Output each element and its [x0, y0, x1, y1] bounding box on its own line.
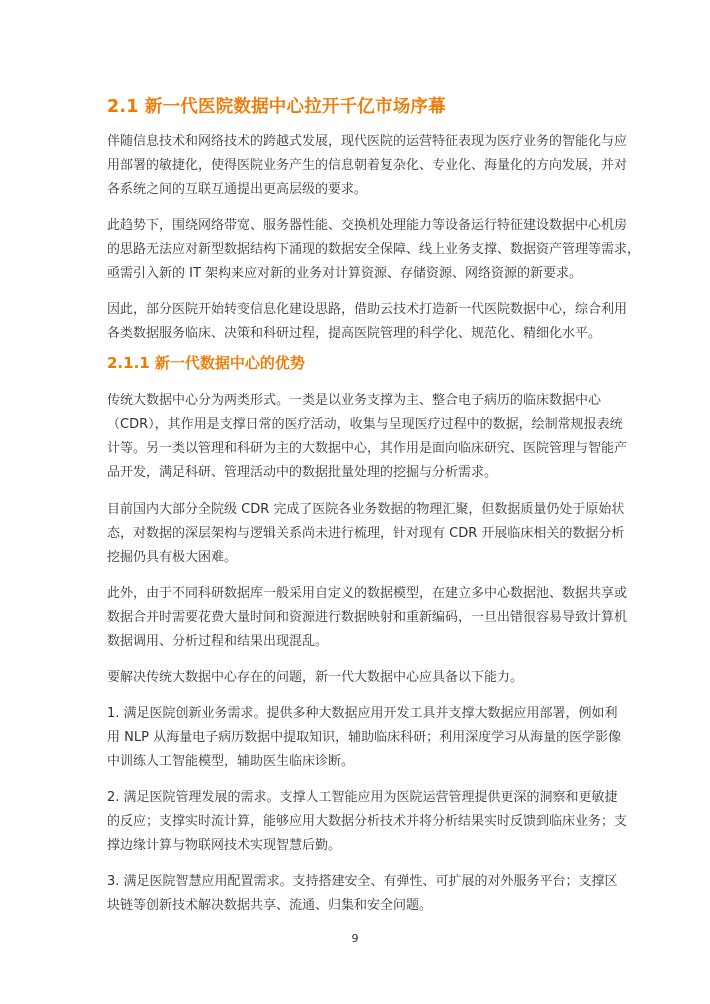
text-line: 品开发，满足科研、管理活动中的数据批量处理的挖掘与分析需求。 [107, 465, 498, 480]
text-line: 各类数据服务临床、决策和科研过程，提高医院管理的科学化、规范化、精细化水平。 [107, 326, 602, 341]
text-line: 态，对数据的深层架构与逻辑关系尚未进行梳理，针对现有 CDR 开展临床相关的数据分析 [107, 526, 625, 541]
text-line: 数据合并时需要花费大量时间和资源进行数据映射和重新编码，一旦出错很容易导致计算机 [107, 610, 628, 625]
text-line: 数据调用、分析过程和结果出现混乱。 [107, 634, 329, 649]
text-line: 2. 满足医院管理发展的需求。支撑人工智能应用为医院运营管理提供更深的洞察和更敏捷 [107, 790, 618, 805]
text-line: 目前国内大部分全院级 CDR 完成了医院各业务数据的物理汇聚，但数据质量仍处于原始状 [107, 502, 625, 517]
text-line: 的反应；支撑实时流计算，能够应用大数据分析技术并将分析结果实时反馈到临床业务；支 [107, 814, 628, 829]
text-line: 用部署的敏捷化，使得医院业务产生的信息朝着复杂化、专业化、海量化的方向发展，并对 [107, 158, 628, 173]
text-line: 计等。另一类以管理和科研为主的大数据中心，其作用是面向临床研究、医院管理与智能产 [107, 441, 628, 456]
text-line: 撑边缘计算与物联网技术实现智慧后勤。 [107, 838, 342, 853]
paragraph-research-db [107, 582, 628, 654]
text-line: 各系统之间的互联互通提出更高层级的要求。 [107, 182, 368, 197]
text-line: 亟需引入新的 IT 架构来应对新的业务对计算资源、存储资源、网络资源的新要求。 [107, 266, 583, 281]
text-line: 的思路无法应对新型数据结构下涌现的数据安全保障、线上业务支撑、数据资产管理等需求， [107, 242, 641, 257]
text-line: 中训练人工智能模型，辅助医生临床诊断。 [107, 754, 355, 769]
text-line: 传统大数据中心分为两类形式。一类是以业务支撑为主、整合电子病历的临床数据中心 [107, 393, 602, 408]
text-line: 挖掘仍具有极大困难。 [107, 550, 238, 565]
paragraph-capabilities-intro [107, 666, 607, 690]
text-line: 要解决传统大数据中心存在的问题，新一代大数据中心应具备以下能力。 [107, 670, 524, 685]
text-line: 1. 满足医院创新业务需求。提供多种大数据应用开发工具并支撑大数据应用部署，例如利 [107, 706, 618, 721]
text-line: 块链等创新技术解决数据共享、流通、归集和安全问题。 [107, 898, 433, 913]
text-line: 此趋势下，围绕网络带宽、服务器性能、交换机处理能力等设备运行特征建设数据中心机房 [107, 218, 628, 233]
paragraph-therefore [107, 298, 628, 346]
text-line: 此外，由于不同科研数据库一般采用自定义的数据模型，在建立多中心数据池、数据共享或 [107, 586, 628, 601]
list-item-3 [107, 870, 618, 918]
text-line: 伴随信息技术和网络技术的跨越式发展，现代医院的运营特征表现为医疗业务的智能化与应 [107, 134, 628, 149]
text-line: （CDR），其作用是支撑日常的医疗活动，收集与呈现医疗过程中的数据，绘制常规报表统 [107, 417, 623, 432]
text-line: 因此，部分医院开始转变信息化建设思路，借助云技术打造新一代医院数据中心，综合利用 [107, 302, 628, 317]
subsection-title: 2.1.1 新一代数据中心的优势 [107, 354, 305, 372]
list-item-1 [107, 702, 622, 774]
list-item-2 [107, 786, 628, 858]
text-line: 3. 满足医院智慧应用配置需求。支持搭建安全、有弹性、可扩展的对外服务平台；支撑区 [107, 874, 618, 889]
text-line: 用 NLP 从海量电子病历数据中提取知识，辅助临床科研；利用深度学习从海量的医学影像 [107, 730, 622, 745]
paragraph-intro [107, 130, 628, 202]
section-title: 2.1 新一代医院数据中心拉开千亿市场序幕 [107, 97, 446, 117]
paragraph-trend [107, 214, 641, 286]
paragraph-cdr [107, 498, 625, 570]
paragraph-traditional [107, 389, 628, 485]
page-number: 9 [351, 932, 359, 945]
